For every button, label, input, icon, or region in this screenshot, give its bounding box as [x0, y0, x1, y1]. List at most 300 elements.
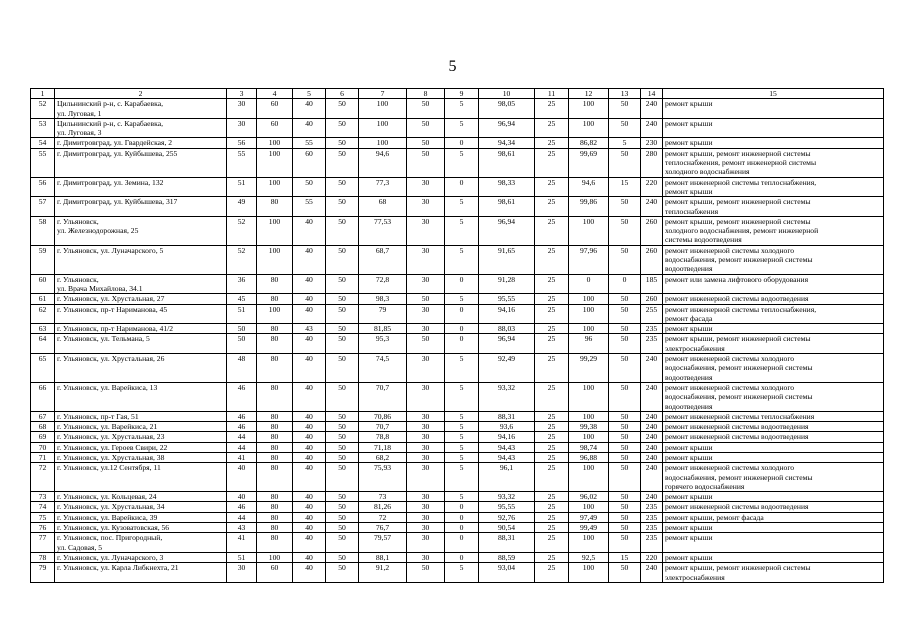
value-cell: 94,6: [359, 148, 407, 177]
row-number-cell: 78: [31, 552, 55, 562]
table-row: [31, 216, 884, 245]
value-cell: 80: [257, 382, 293, 411]
work-line: ремонт крыши, ремонт инженерной системы: [665, 197, 811, 207]
table-row: [31, 533, 884, 553]
value-cell: 0: [609, 274, 641, 294]
value-cell: 90,54: [479, 523, 535, 533]
work-type-cell: [663, 324, 884, 334]
value-cell: 41: [227, 533, 257, 553]
row-number-cell: 57: [31, 197, 55, 217]
value-cell: 100: [569, 411, 609, 421]
value-cell: 68: [359, 197, 407, 217]
value-cell: 25: [535, 245, 569, 274]
address-cell: [55, 432, 227, 442]
value-cell: 50: [609, 324, 641, 334]
table-row: [31, 274, 884, 294]
column-header: 6: [326, 89, 359, 99]
row-number-cell: 75: [31, 512, 55, 522]
column-header: 4: [257, 89, 293, 99]
address-cell: [55, 245, 227, 274]
address-cell: [55, 512, 227, 522]
work-type-cell: [663, 274, 884, 294]
value-cell: 100: [569, 118, 609, 138]
row-number-cell: 55: [31, 148, 55, 177]
work-line: ремонт инженерной системы водоотведения: [665, 294, 809, 304]
value-cell: 99,49: [569, 523, 609, 533]
value-cell: 40: [227, 463, 257, 492]
address-line: г. Димитровград, ул. Гвардейская, 2: [57, 138, 173, 148]
work-line: ремонт крыши: [665, 452, 713, 462]
work-line: водоснабжения, ремонт инженерной системы: [665, 363, 813, 373]
address-line: г. Димитровград, ул. Куйбышева, 255: [57, 148, 178, 158]
value-cell: 50: [609, 245, 641, 274]
value-cell: 40: [293, 411, 326, 421]
work-type-cell: [663, 138, 884, 148]
row-number-cell: 68: [31, 422, 55, 432]
address-cell: [55, 274, 227, 294]
value-cell: 25: [535, 138, 569, 148]
value-cell: 80: [257, 523, 293, 533]
address-line: г. Ульяновск, ул.12 Сентября, 11: [57, 463, 161, 473]
value-cell: 41: [227, 452, 257, 462]
value-cell: 40: [293, 442, 326, 452]
table-row: [31, 512, 884, 522]
value-cell: 97,96: [569, 245, 609, 274]
work-line: водоснабжения, ремонт инженерной системы: [665, 472, 813, 482]
value-cell: 30: [407, 432, 445, 442]
work-line: горячего водоснабжения: [665, 481, 745, 491]
table-row: [31, 563, 884, 583]
value-cell: 25: [535, 294, 569, 304]
value-cell: 40: [293, 452, 326, 462]
value-cell: 0: [445, 552, 479, 562]
value-cell: 5: [445, 411, 479, 421]
table-header-row: [31, 89, 884, 99]
address-line: г. Ульяновск, ул. Героев Свири, 22: [57, 442, 168, 452]
address-cell: [55, 304, 227, 324]
work-line: ремонт инженерной системы теплоснабжения,: [665, 304, 817, 314]
address-line: ул. Луговая, 3: [57, 128, 102, 138]
work-type-cell: [663, 442, 884, 452]
value-cell: 72: [359, 512, 407, 522]
value-cell: 30: [407, 304, 445, 324]
value-cell: 96,1: [479, 463, 535, 492]
table-row: [31, 148, 884, 177]
value-cell: 260: [641, 294, 663, 304]
value-cell: 46: [227, 411, 257, 421]
value-cell: 100: [569, 382, 609, 411]
value-cell: 50: [326, 324, 359, 334]
value-cell: 80: [257, 442, 293, 452]
value-cell: 99,86: [569, 197, 609, 217]
row-number-cell: 79: [31, 563, 55, 583]
value-cell: 40: [293, 523, 326, 533]
value-cell: 240: [641, 99, 663, 119]
work-type-cell: [663, 294, 884, 304]
work-type-cell: [663, 148, 884, 177]
value-cell: 30: [407, 533, 445, 553]
value-cell: 40: [293, 245, 326, 274]
value-cell: 43: [293, 324, 326, 334]
value-cell: 56: [227, 138, 257, 148]
address-line: г. Ульяновск, ул. Варейкиса, 39: [57, 512, 158, 522]
value-cell: 93,32: [479, 492, 535, 502]
value-cell: 25: [535, 563, 569, 583]
value-cell: 81,26: [359, 502, 407, 512]
address-line: г. Ульяновск, ул. Варейкиса, 21: [57, 422, 158, 432]
work-line: ремонт крыши: [665, 523, 713, 533]
row-number-cell: 62: [31, 304, 55, 324]
value-cell: 80: [257, 432, 293, 442]
address-line: г. Димитровград, ул. Земина, 132: [57, 177, 164, 187]
value-cell: 30: [407, 197, 445, 217]
value-cell: 73: [359, 492, 407, 502]
address-cell: [55, 523, 227, 533]
value-cell: 0: [445, 334, 479, 354]
value-cell: 88,31: [479, 411, 535, 421]
address-line: г. Ульяновск, ул. Хрустальная, 23: [57, 432, 165, 442]
value-cell: 0: [445, 502, 479, 512]
value-cell: 50: [326, 552, 359, 562]
value-cell: 93,6: [479, 422, 535, 432]
address-cell: [55, 552, 227, 562]
value-cell: 80: [257, 334, 293, 354]
row-number-cell: 71: [31, 452, 55, 462]
value-cell: 46: [227, 502, 257, 512]
row-number-cell: 54: [31, 138, 55, 148]
value-cell: 255: [641, 304, 663, 324]
value-cell: 50: [609, 502, 641, 512]
value-cell: 25: [535, 512, 569, 522]
address-cell: [55, 354, 227, 383]
value-cell: 50: [609, 492, 641, 502]
value-cell: 94,43: [479, 452, 535, 462]
value-cell: 88,31: [479, 533, 535, 553]
value-cell: 0: [445, 324, 479, 334]
work-line: ремонт крыши, ремонт инженерной системы: [665, 563, 811, 573]
value-cell: 5: [445, 294, 479, 304]
value-cell: 40: [293, 552, 326, 562]
value-cell: 40: [293, 354, 326, 383]
address-cell: [55, 99, 227, 119]
value-cell: 49: [227, 197, 257, 217]
value-cell: 220: [641, 552, 663, 562]
value-cell: 96,02: [569, 492, 609, 502]
value-cell: 50: [227, 334, 257, 354]
value-cell: 68,7: [359, 245, 407, 274]
value-cell: 235: [641, 324, 663, 334]
value-cell: 50: [326, 563, 359, 583]
value-cell: 92,5: [569, 552, 609, 562]
row-number-cell: 67: [31, 411, 55, 421]
value-cell: 99,29: [569, 354, 609, 383]
address-cell: [55, 197, 227, 217]
value-cell: 88,59: [479, 552, 535, 562]
value-cell: 220: [641, 177, 663, 197]
row-number-cell: 63: [31, 324, 55, 334]
address-cell: [55, 452, 227, 462]
value-cell: 50: [609, 148, 641, 177]
value-cell: 50: [609, 452, 641, 462]
value-cell: 98,33: [479, 177, 535, 197]
value-cell: 30: [407, 512, 445, 522]
value-cell: 43: [227, 523, 257, 533]
value-cell: 40: [293, 216, 326, 245]
work-type-cell: [663, 411, 884, 421]
work-line: ремонт инженерной системы холодного: [665, 463, 795, 473]
value-cell: 50: [326, 523, 359, 533]
work-line: ремонт инженерной системы теплоснабжения: [665, 411, 815, 421]
value-cell: 230: [641, 138, 663, 148]
work-line: водоотведения: [665, 401, 713, 411]
table-row: [31, 334, 884, 354]
address-cell: [55, 148, 227, 177]
value-cell: 0: [445, 177, 479, 197]
table-row: [31, 422, 884, 432]
work-type-cell: [663, 197, 884, 217]
value-cell: 5: [445, 245, 479, 274]
address-line: г. Ульяновск, ул. Хрустальная, 27: [57, 294, 165, 304]
column-header: 3: [227, 89, 257, 99]
value-cell: 25: [535, 422, 569, 432]
row-number-cell: 73: [31, 492, 55, 502]
value-cell: 25: [535, 523, 569, 533]
value-cell: 50: [407, 563, 445, 583]
value-cell: 50: [609, 411, 641, 421]
value-cell: 50: [326, 197, 359, 217]
value-cell: 51: [227, 177, 257, 197]
value-cell: 5: [445, 197, 479, 217]
value-cell: 80: [257, 197, 293, 217]
value-cell: 68,2: [359, 452, 407, 462]
value-cell: 80: [257, 324, 293, 334]
value-cell: 50: [326, 118, 359, 138]
value-cell: 5: [445, 99, 479, 119]
value-cell: 93,04: [479, 563, 535, 583]
value-cell: 44: [227, 512, 257, 522]
value-cell: 240: [641, 118, 663, 138]
value-cell: 25: [535, 552, 569, 562]
value-cell: 5: [445, 118, 479, 138]
value-cell: 25: [535, 463, 569, 492]
work-type-cell: [663, 502, 884, 512]
value-cell: 70,7: [359, 422, 407, 432]
value-cell: 94,34: [479, 138, 535, 148]
work-line: водоснабжения, ремонт инженерной системы: [665, 255, 813, 265]
work-line: электроснабжения: [665, 572, 725, 582]
table-row: [31, 99, 884, 119]
work-type-cell: [663, 523, 884, 533]
value-cell: 240: [641, 463, 663, 492]
address-line: г. Ульяновск, ул. Хрустальная, 26: [57, 354, 165, 364]
value-cell: 50: [326, 382, 359, 411]
work-type-cell: [663, 422, 884, 432]
value-cell: 185: [641, 274, 663, 294]
value-cell: 5: [445, 563, 479, 583]
value-cell: 76,7: [359, 523, 407, 533]
value-cell: 100: [359, 118, 407, 138]
column-header: 9: [445, 89, 479, 99]
table-row: [31, 382, 884, 411]
value-cell: 235: [641, 334, 663, 354]
work-line: электроснабжения: [665, 343, 725, 353]
work-line: ремонт инженерной системы холодного: [665, 354, 795, 364]
value-cell: 40: [293, 492, 326, 502]
value-cell: 25: [535, 197, 569, 217]
value-cell: 60: [293, 148, 326, 177]
value-cell: 25: [535, 411, 569, 421]
table-row: [31, 177, 884, 197]
value-cell: 88,03: [479, 324, 535, 334]
row-number-cell: 70: [31, 442, 55, 452]
value-cell: 95,55: [479, 294, 535, 304]
value-cell: 60: [257, 118, 293, 138]
work-line: ремонт фасада: [665, 313, 713, 323]
address-cell: [55, 411, 227, 421]
work-line: ремонт крыши: [665, 118, 713, 128]
value-cell: 235: [641, 533, 663, 553]
address-cell: [55, 422, 227, 432]
value-cell: 0: [445, 533, 479, 553]
value-cell: 50: [326, 245, 359, 274]
value-cell: 98,61: [479, 197, 535, 217]
value-cell: 72,8: [359, 274, 407, 294]
work-type-cell: [663, 492, 884, 502]
work-type-cell: [663, 304, 884, 324]
value-cell: 98,05: [479, 99, 535, 119]
value-cell: 80: [257, 354, 293, 383]
value-cell: 40: [293, 502, 326, 512]
row-number-cell: 61: [31, 294, 55, 304]
value-cell: 30: [227, 99, 257, 119]
value-cell: 99,69: [569, 148, 609, 177]
value-cell: 96: [569, 334, 609, 354]
value-cell: 100: [569, 563, 609, 583]
value-cell: 25: [535, 432, 569, 442]
value-cell: 30: [407, 216, 445, 245]
work-type-cell: [663, 432, 884, 442]
value-cell: 55: [293, 197, 326, 217]
address-cell: [55, 442, 227, 452]
value-cell: 77,53: [359, 216, 407, 245]
value-cell: 30: [407, 274, 445, 294]
value-cell: 25: [535, 502, 569, 512]
address-line: г. Ульяновск, ул. Хрустальная, 34: [57, 502, 165, 512]
work-line: ремонт крыши: [665, 442, 713, 452]
value-cell: 40: [227, 492, 257, 502]
work-type-cell: [663, 463, 884, 492]
row-number-cell: 72: [31, 463, 55, 492]
value-cell: 80: [257, 533, 293, 553]
value-cell: 80: [257, 274, 293, 294]
value-cell: 30: [407, 422, 445, 432]
address-cell: [55, 138, 227, 148]
value-cell: 50: [609, 99, 641, 119]
work-type-cell: [663, 533, 884, 553]
value-cell: 50: [407, 334, 445, 354]
value-cell: 40: [293, 304, 326, 324]
value-cell: 94,16: [479, 432, 535, 442]
value-cell: 40: [293, 512, 326, 522]
value-cell: 100: [359, 99, 407, 119]
value-cell: 50: [326, 148, 359, 177]
value-cell: 80: [257, 492, 293, 502]
value-cell: 50: [326, 294, 359, 304]
value-cell: 100: [569, 324, 609, 334]
value-cell: 50: [326, 463, 359, 492]
value-cell: 100: [569, 304, 609, 324]
value-cell: 5: [445, 442, 479, 452]
value-cell: 88,1: [359, 552, 407, 562]
address-line: г. Ульяновск,: [57, 216, 99, 226]
address-line: г. Ульяновск, пос. Пригородный,: [57, 533, 163, 543]
address-cell: [55, 533, 227, 553]
work-line: ремонт крыши, ремонт фасада: [665, 512, 764, 522]
column-header: 1: [31, 89, 55, 99]
value-cell: 5: [445, 148, 479, 177]
value-cell: 40: [293, 382, 326, 411]
value-cell: 52: [227, 245, 257, 274]
work-line: ремонт крыши, ремонт инженерной системы: [665, 148, 811, 158]
value-cell: 94,43: [479, 442, 535, 452]
address-line: г. Ульяновск, ул. Кузоватовская, 56: [57, 523, 170, 533]
value-cell: 25: [535, 354, 569, 383]
value-cell: 240: [641, 432, 663, 442]
value-cell: 5: [445, 492, 479, 502]
value-cell: 60: [257, 99, 293, 119]
table-row: [31, 492, 884, 502]
value-cell: 0: [445, 304, 479, 324]
column-header: 15: [663, 89, 884, 99]
value-cell: 50: [326, 512, 359, 522]
value-cell: 79: [359, 304, 407, 324]
column-header: 13: [609, 89, 641, 99]
row-number-cell: 59: [31, 245, 55, 274]
table-row: [31, 432, 884, 442]
value-cell: 79,57: [359, 533, 407, 553]
address-line: г. Ульяновск, пр-т Нариманова, 45: [57, 304, 168, 314]
work-line: ремонт инженерной системы холодного: [665, 245, 795, 255]
value-cell: 46: [227, 422, 257, 432]
value-cell: 280: [641, 148, 663, 177]
value-cell: 50: [326, 422, 359, 432]
value-cell: 50: [609, 533, 641, 553]
table-row: [31, 304, 884, 324]
row-number-cell: 76: [31, 523, 55, 533]
value-cell: 50: [609, 294, 641, 304]
value-cell: 50: [609, 432, 641, 442]
value-cell: 30: [407, 354, 445, 383]
value-cell: 50: [609, 304, 641, 324]
address-line: г. Ульяновск, ул. Луначарского, 3: [57, 552, 164, 562]
value-cell: 94,16: [479, 304, 535, 324]
value-cell: 60: [257, 563, 293, 583]
value-cell: 100: [359, 138, 407, 148]
value-cell: 96,94: [479, 216, 535, 245]
work-line: теплоснабжения, ремонт инженерной системы: [665, 158, 817, 168]
work-line: ремонт крыши, ремонт инженерной системы: [665, 216, 811, 226]
value-cell: 80: [257, 502, 293, 512]
work-type-cell: [663, 552, 884, 562]
table-row: [31, 552, 884, 562]
work-line: ремонт крыши: [665, 533, 713, 543]
value-cell: 100: [257, 138, 293, 148]
value-cell: 50: [407, 99, 445, 119]
row-number-cell: 60: [31, 274, 55, 294]
value-cell: 80: [257, 452, 293, 462]
address-line: г. Димитровград, ул. Куйбышева, 317: [57, 197, 178, 207]
value-cell: 75,93: [359, 463, 407, 492]
